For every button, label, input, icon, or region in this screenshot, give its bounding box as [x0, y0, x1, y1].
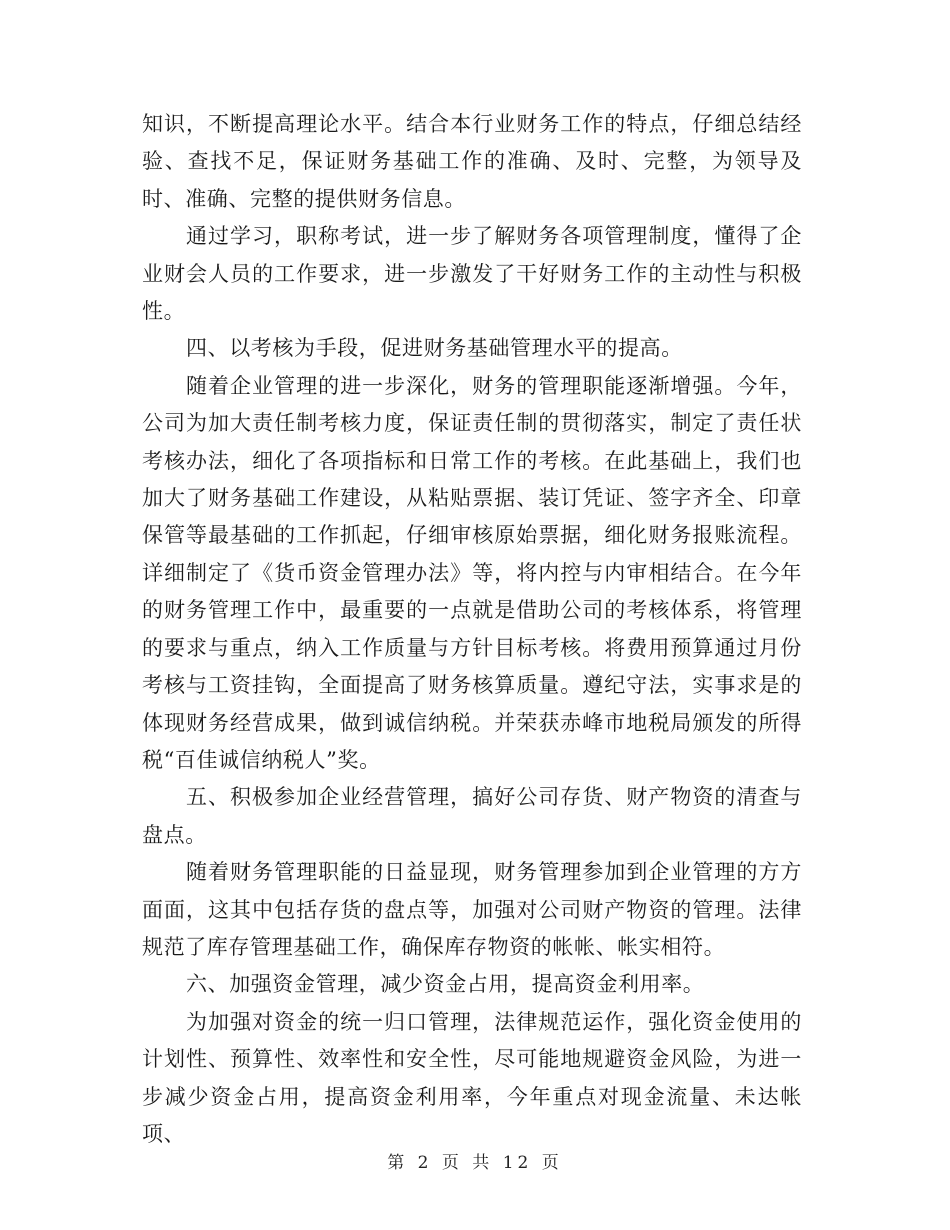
page-footer: 第 2 页 共 12 页	[387, 1153, 563, 1173]
section-heading-4: 四、以考核为手段，促进财务基础管理水平的提高。	[186, 336, 683, 361]
paragraph-5: 为加强对资金的统一归口管理，法律规范运作，强化资金使用的计划性、预算性、效率性和安全性，尽可能地规避资金风险，为进一步减少资金占用，提高资金利用率，今年重点对现金流量、未达帐项、	[142, 1009, 802, 1146]
section-heading-6: 六、加强资金管理，减少资金占用，提高资金利用率。	[186, 972, 705, 997]
paragraph-4: 随着财务管理职能的日益显现，财务管理参加到企业管理的方方面面，这其中包括存货的盘点等，加强对公司财产物资的管理。法律规范了库存管理基础工作，确保库存物资的帐帐、帐实相符。	[142, 860, 802, 959]
paragraph-3: 随着企业管理的进一步深化，财务的管理职能逐渐增强。今年，公司为加大责任制考核力度，保证责任制的贯彻落实，制定了责任状考核办法，细化了各项指标和日常工作的考核。在此基础上，我们也加大了财务基础工作建设，从粘贴票据、装订凭证、签字齐全、印章保管等最基础的工作抓起，仔细审核原始票据，细化财务报账流程。详细制定了《货币资金管理办法》等，将内控与内审相结合。在今年的财务管理工作中，最重要的一点就是借助公司的考核体系，将管理的要求与重点，纳入工作质量与方针目标考核。将费用预算通过月份考核与工资挂钩，全面提高了财务核算质量。遵纪守法，实事求是的体现财务经营成果，做到诚信纳税。并荣获赤峰市地税局颁发的所得税“百佳诚信纳税人”奖。	[142, 373, 802, 772]
section-heading-5: 五、积极参加企业经营管理，搞好公司存货、财产物资的清查与盘点。	[142, 785, 802, 847]
document-body	[142, 106, 802, 1153]
paragraph-2: 通过学习，职称考试，进一步了解财务各项管理制度，懂得了企业财会人员的工作要求，进一步激发了干好财务工作的主动性与积极性。	[142, 224, 802, 324]
paragraph-1: 知识，不断提高理论水平。结合本行业财务工作的特点，仔细总结经验、查找不足，保证财务基础工作的准确、及时、完整，为领导及时、准确、完整的提供财务信息。	[142, 112, 802, 211]
